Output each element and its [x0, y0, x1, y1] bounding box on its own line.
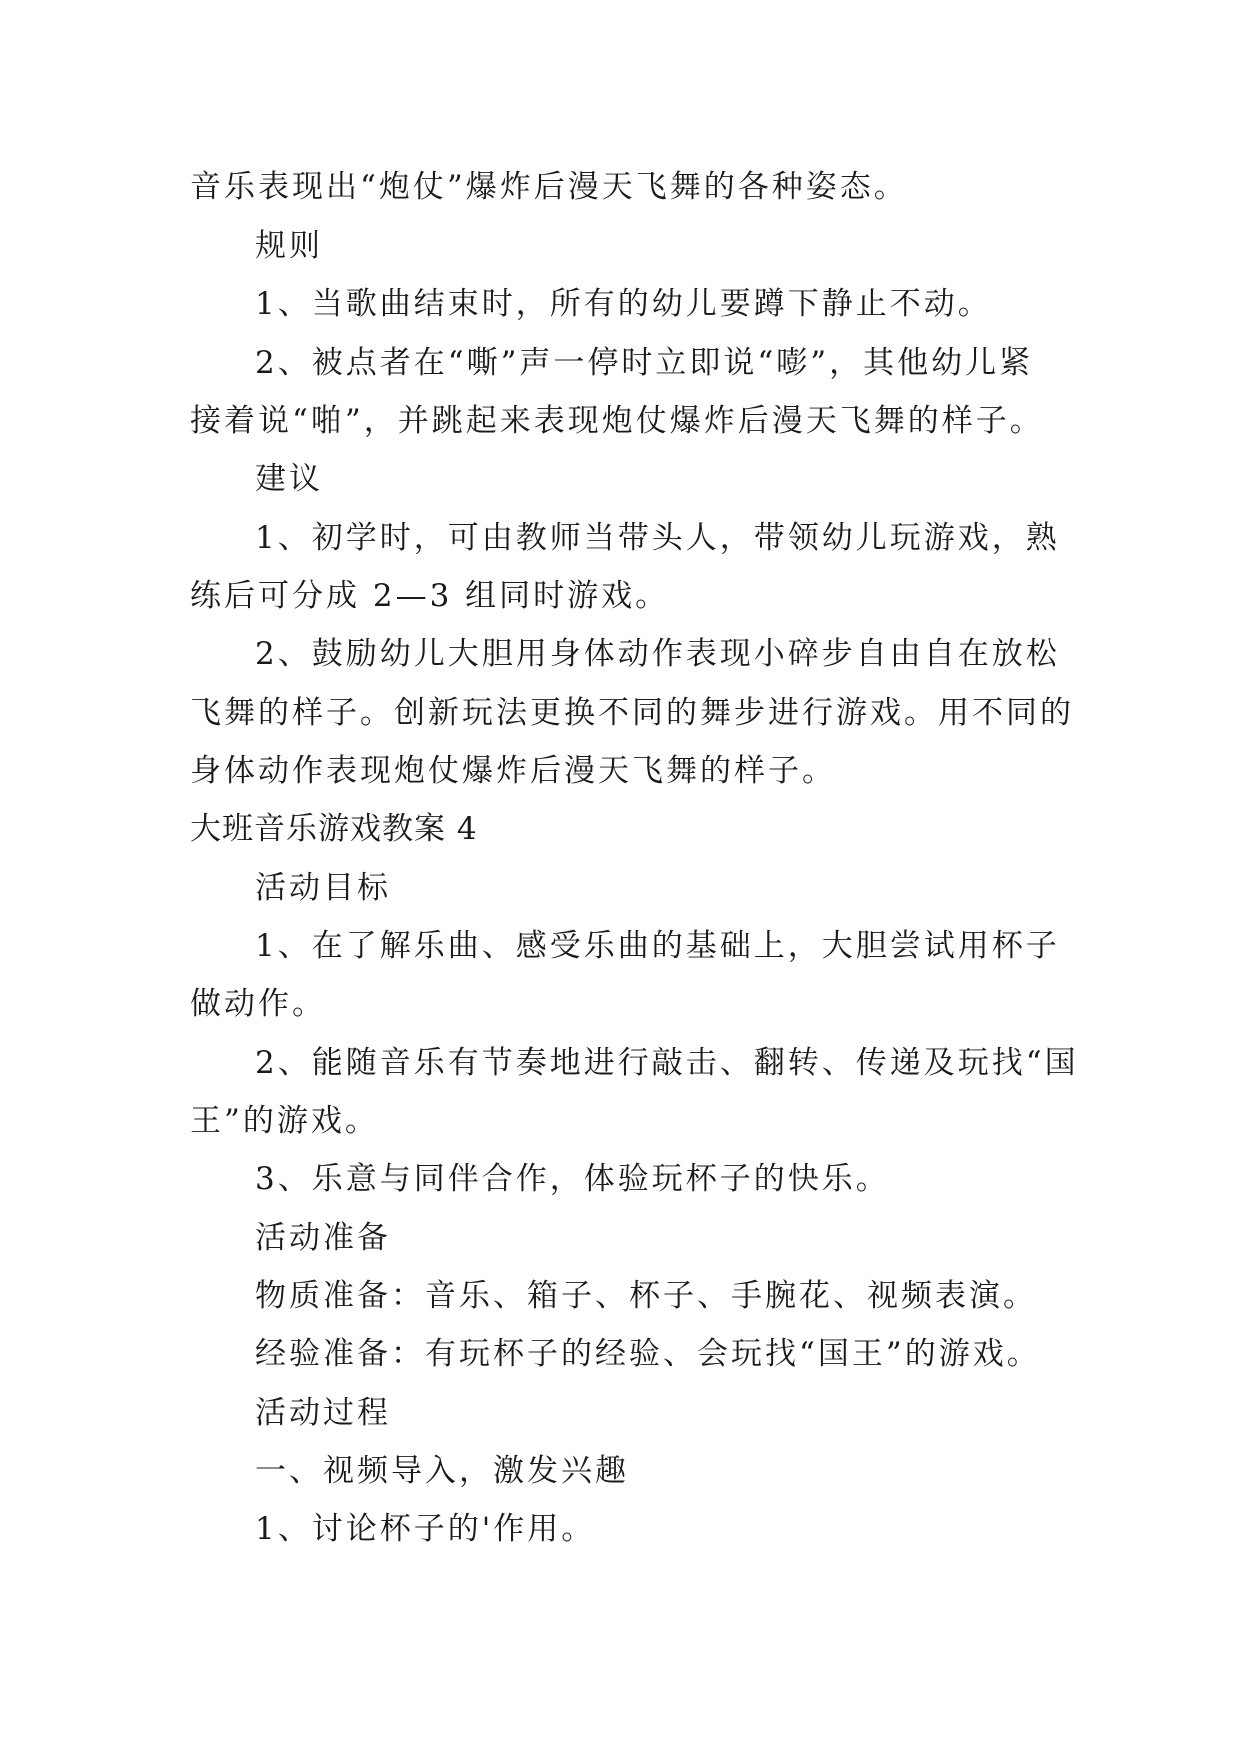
paragraph-line: 接着说“啪”，并跳起来表现炮仗爆炸后漫天飞舞的样子。: [190, 403, 1044, 439]
paragraph-line: 一、视频导入，激发兴趣: [255, 1453, 629, 1489]
section-heading-rules: 规则: [255, 228, 323, 264]
paragraph-line: 物质准备：音乐、箱子、杯子、手腕花、视频表演。: [255, 1278, 1037, 1314]
paragraph-line: 飞舞的样子。创新玩法更换不同的舞步进行游戏。用不同的: [190, 695, 1074, 731]
paragraph-line: 1、讨论杯子的'作用。: [255, 1511, 596, 1547]
section-heading-activity-process: 活动过程: [255, 1395, 391, 1431]
paragraph-line: 2、能随音乐有节奏地进行敲击、翻转、传递及玩找“国: [255, 1045, 1079, 1081]
paragraph-line: 音乐表现出“炮仗”爆炸后漫天飞舞的各种姿态。: [190, 169, 908, 205]
paragraph-line: 3、乐意与同伴合作，体验玩杯子的快乐。: [255, 1161, 890, 1197]
document-section-title: 大班音乐游戏教案 4: [190, 811, 478, 847]
paragraph-line: 身体动作表现炮仗爆炸后漫天飞舞的样子。: [190, 753, 836, 789]
paragraph-line: 1、当歌曲结束时，所有的幼儿要蹲下静止不动。: [255, 286, 992, 322]
paragraph-line: 练后可分成 2—3 组同时游戏。: [190, 578, 670, 614]
section-heading-activity-preparation: 活动准备: [255, 1220, 391, 1256]
paragraph-line: 1、在了解乐曲、感受乐曲的基础上，大胆尝试用杯子: [255, 928, 1060, 964]
paragraph-line: 经验准备：有玩杯子的经验、会玩找“国王”的游戏。: [255, 1336, 1041, 1372]
paragraph-line: 1、初学时，可由教师当带头人，带领幼儿玩游戏，熟: [255, 520, 1060, 556]
paragraph-line: 2、鼓励幼儿大胆用身体动作表现小碎步自由自在放松: [255, 636, 1060, 672]
paragraph-line: 2、被点者在“嘶”声一停时立即说“嘭”，其他幼儿紧: [255, 345, 1034, 381]
section-heading-activity-goals: 活动目标: [255, 870, 391, 906]
paragraph-line: 王”的游戏。: [190, 1103, 379, 1139]
paragraph-line: 做动作。: [190, 986, 326, 1022]
section-heading-suggestions: 建议: [255, 461, 323, 497]
